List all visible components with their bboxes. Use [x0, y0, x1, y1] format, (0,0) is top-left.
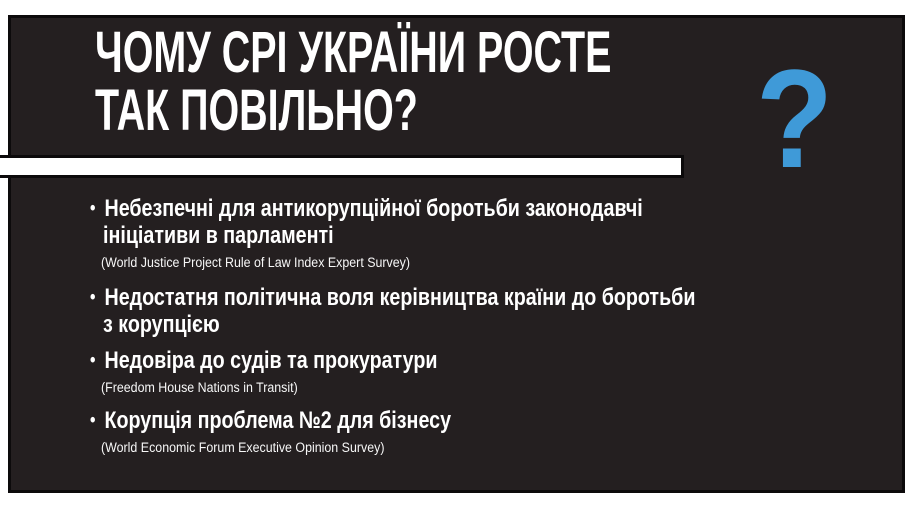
bullet-line	[90, 407, 680, 434]
bullet-line	[90, 347, 680, 374]
list-item	[90, 407, 810, 456]
bullet-text-continued: з корупцією	[103, 311, 220, 338]
title-underline-strip	[0, 155, 684, 178]
bullet-dot-icon: •	[90, 350, 96, 371]
bullet-line	[90, 195, 680, 222]
list-item	[90, 195, 810, 271]
bullet-source: (World Justice Project Rule of Law Index Expert Survey)	[101, 255, 411, 270]
question-mark-icon: ?	[756, 40, 833, 197]
bullet-line	[90, 284, 696, 311]
bullet-text-continued: ініціативи в парламенті	[103, 222, 334, 249]
bullet-dot-icon: •	[90, 287, 96, 308]
bullet-text: Недовіра до судів та прокуратури	[104, 347, 438, 374]
slide-title-line2: ТАК ПОВІЛЬНО?	[95, 78, 418, 143]
bullet-source: (World Economic Forum Executive Opinion Survey)	[101, 440, 385, 455]
bullet-dot-icon: •	[90, 410, 96, 431]
list-item	[90, 347, 810, 396]
bullet-text: Недостатня політична воля керівництва країни до боротьби	[104, 284, 696, 311]
bullet-text: Небезпечні для антикорупційної боротьби законодавчі	[104, 195, 643, 222]
bullet-text: Корупція проблема №2 для бізнесу	[104, 407, 452, 434]
bullet-source: (Freedom House Nations in Transit)	[101, 380, 298, 395]
bullet-dot-icon: •	[90, 198, 96, 219]
slide-title	[95, 20, 854, 143]
list-item	[90, 284, 810, 338]
slide-title-line1: ЧОМУ CPI УКРАЇНИ РОСТЕ	[95, 20, 612, 85]
bullet-list	[90, 195, 810, 456]
